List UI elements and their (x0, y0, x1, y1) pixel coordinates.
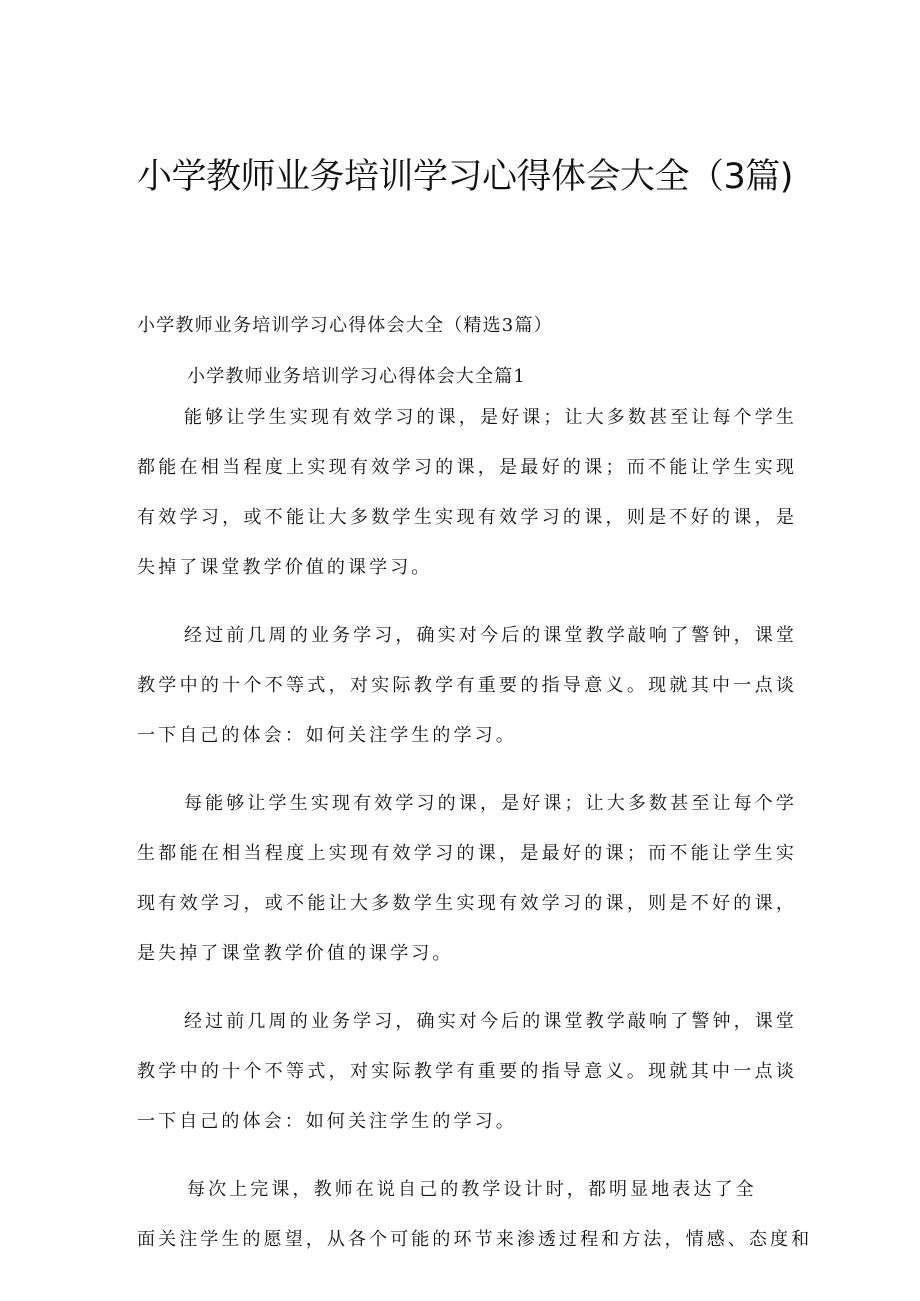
paragraph-line: 每次上完课，教师在说自己的教学设计时，都明显地表达了全 (187, 1179, 757, 1200)
paragraph-line: 面关注学生的愿望，从各个可能的环节来渗透过程和方法，情感、态度和 (137, 1229, 813, 1250)
paragraph: 经过前几周的业务学习，确实对今后的课堂教学敲响了警钟，课堂教学中的十个不等式，对实际教学有重要的指导意义。现就其中一点谈一下自己的体会：如何关注学生的学习。 (137, 625, 797, 746)
article-body (137, 393, 813, 1265)
document-title: 小学教师业务培训学习心得体会大全（3篇) (137, 157, 793, 197)
paragraph: 能够让学生实现有效学习的课，是好课；让大多数甚至让每个学生都能在相当程度上实现有效学习的课，是最好的课；而不能让学生实现有效学习，或不能让大多数学生实现有效学习的课，则是不好的课，是失掉了课堂教学价值的课学习。 (137, 407, 797, 578)
section-heading: 小学教师业务培训学习心得体会大全篇1 (187, 366, 527, 387)
document-subtitle: 小学教师业务培训学习心得体会大全（精选3篇） (137, 315, 553, 336)
paragraph: 每能够让学生实现有效学习的课，是好课；让大多数甚至让每个学生都能在相当程度上实现有效学习的课，是最好的课；而不能让学生实现有效学习，或不能让大多数学生实现有效学习的课，则是不好的课，是失掉了课堂教学价值的课学习。 (137, 793, 797, 964)
paragraph: 经过前几周的业务学习，确实对今后的课堂教学敲响了警钟，课堂教学中的十个不等式，对实际教学有重要的指导意义。现就其中一点谈一下自己的体会：如何关注学生的学习。 (137, 1011, 797, 1132)
